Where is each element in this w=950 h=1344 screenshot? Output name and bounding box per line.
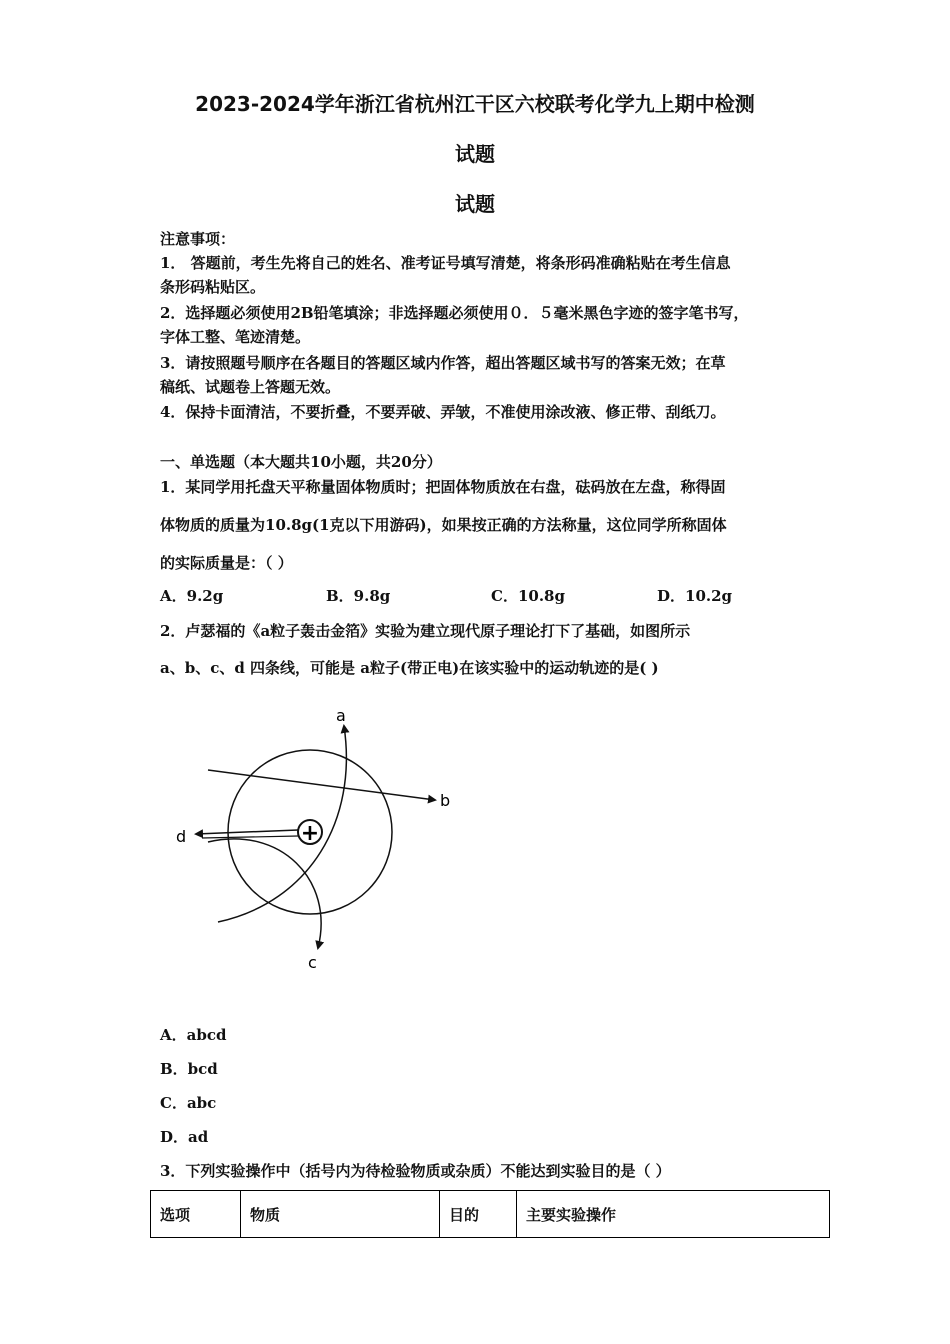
label-c: c <box>308 953 317 972</box>
trajectory-d <box>196 830 298 834</box>
notice-line: 字体工整、笔迹清楚。 <box>160 328 311 346</box>
nucleus-sign: + <box>300 821 320 846</box>
q2-line: a、b、c、d 四条线，可能是 a粒子(带正电)在该实验中的运动轨迹的是( ) <box>160 659 659 677</box>
rutherford-figure <box>160 700 480 980</box>
label-a: a <box>336 706 346 725</box>
table-header-cell: 物质 <box>241 1191 440 1238</box>
q1-option-a: A．9.2g <box>160 587 224 605</box>
notice-line: 3．请按照题号顺序在各题目的答题区域内作答，超出答题区域书写的答案无效；在草 <box>160 354 726 372</box>
q1-line: 体物质的质量为10.8g(1克以下用游码)，如果按正确的方法称量，这位同学所称固体 <box>160 516 727 534</box>
q1-line: 1．某同学用托盘天平称量固体物质时；把固体物质放在右盘，砝码放在左盘，称得固 <box>160 478 726 496</box>
notice-line: 2．选择题必须使用2B铅笔填涂；非选择题必须使用０．５毫米黑色字迹的签字笔书写， <box>160 304 749 322</box>
table-header-cell: 目的 <box>440 1191 517 1238</box>
q3-table <box>150 1190 830 1238</box>
q2-option-b: B．bcd <box>160 1060 218 1078</box>
page-title-line2: 试题 <box>455 142 495 166</box>
table-header-cell: 选项 <box>151 1191 241 1238</box>
q2-option-a: A．abcd <box>160 1026 227 1044</box>
notice-line: 1． 答题前，考生先将自己的姓名、准考证号填写清楚，将条形码准确粘贴在考生信息 <box>160 254 731 272</box>
page-subtitle: 试题 <box>455 192 495 216</box>
table-header-cell: 主要实验操作 <box>517 1191 830 1238</box>
q2-option-c: C．abc <box>160 1094 217 1112</box>
notice-heading: 注意事项： <box>160 230 236 248</box>
notice-line: 稿纸、试题卷上答题无效。 <box>160 378 341 396</box>
table-header-row <box>151 1191 830 1238</box>
q1-line: 的实际质量是：（ ） <box>160 554 293 572</box>
page-title: 2023-2024学年浙江省杭州江干区六校联考化学九上期中检测 <box>195 92 755 116</box>
section-heading: 一、单选题（本大题共10小题，共20分） <box>160 453 442 471</box>
q1-option-c: C．10.8g <box>491 587 565 605</box>
notice-line: 条形码粘贴区。 <box>160 278 266 296</box>
q2-option-d: D．ad <box>160 1128 209 1146</box>
q1-option-b: B．9.8g <box>326 587 391 605</box>
trajectory-c <box>208 839 321 948</box>
q2-line: 2．卢瑟福的《a粒子轰击金箔》实验为建立现代原子理论打下了基础，如图所示 <box>160 622 691 640</box>
notice-line: 4．保持卡面清洁，不要折叠，不要弄破、弄皱，不准使用涂改液、修正带、刮纸刀。 <box>160 403 726 421</box>
label-d: d <box>176 827 187 846</box>
label-b: b <box>440 791 451 810</box>
q3-line: 3．下列实验操作中（括号内为待检验物质或杂质）不能达到实验目的是（ ） <box>160 1162 671 1180</box>
q1-option-d: D．10.2g <box>657 587 733 605</box>
